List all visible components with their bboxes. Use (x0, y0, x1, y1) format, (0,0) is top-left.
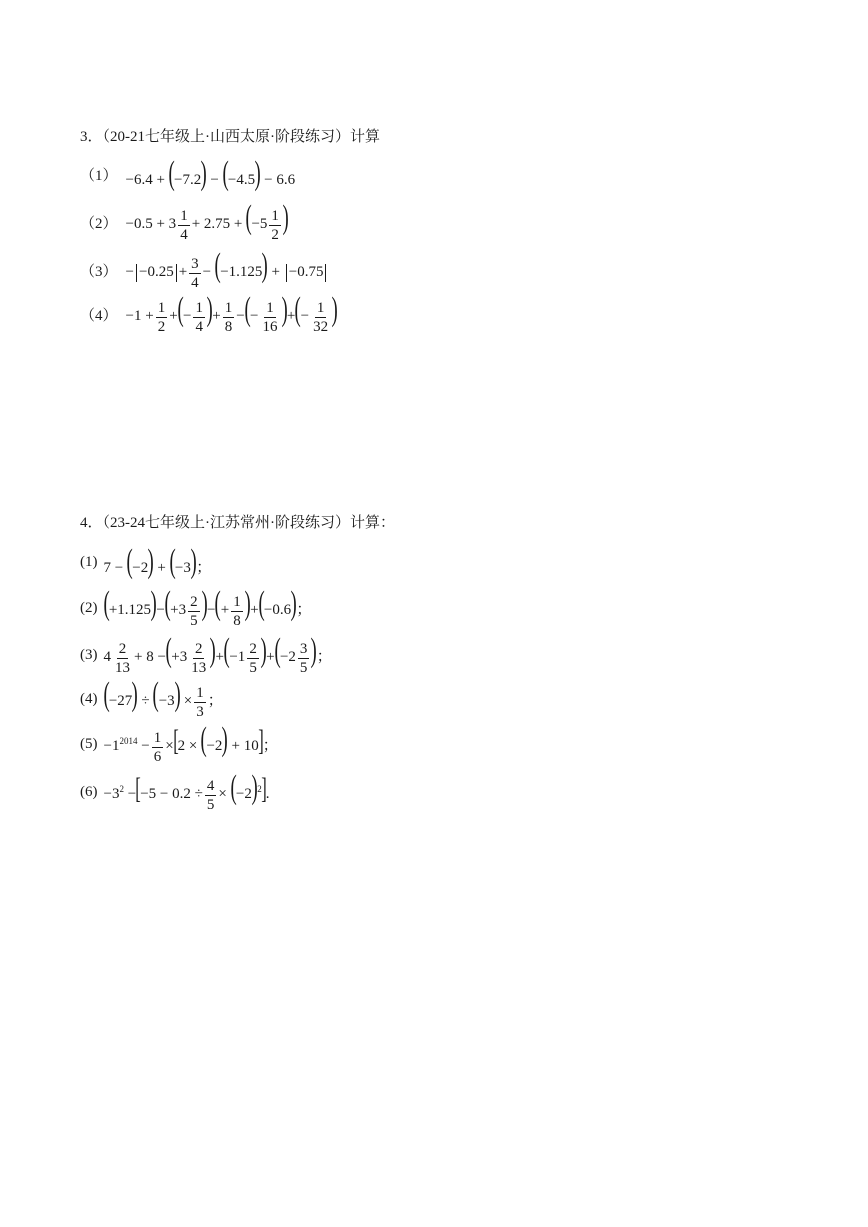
q4-item-1-expression: 7 − (−2) + (−3)； (103, 543, 212, 580)
q3-item-1-label: （1） (80, 167, 118, 184)
q4-item-3 (80, 631, 332, 679)
q4-item-4 (80, 675, 223, 723)
q4-item-5-label: (5) (80, 735, 98, 752)
q4-item-4-label: (4) (80, 690, 98, 707)
q3-item-4 (80, 290, 337, 338)
q4-item-6-label: (6) (80, 783, 98, 800)
q3-item-2-label: （2） (80, 215, 118, 232)
q4-item-4-expression: (−27) ÷ (−3) × $\frac{1}{3}$ ； (103, 676, 223, 720)
q3-item-1-expression: −6.4 + (−7.2) − (−4.5) − 6.6 (125, 155, 296, 192)
q4-item-5 (80, 720, 278, 768)
q4-item-5-expression: $-1^{2014}$ − $\frac{1}{6}$ ×[2 × (−2) + 10]； (103, 721, 278, 765)
q4-item-6 (80, 768, 269, 816)
q4-item-2 (80, 584, 311, 632)
q4-item-2-expression: (+1.125)−(+3 $\frac{2}{5}$ )−(+ $\frac{1}{8}$ )+(−0.6)； (103, 585, 312, 629)
question-3-title: 3．（20-21七年级上·山西太原·阶段练习）计算 (80, 129, 380, 145)
q3-item-4-expression: −1 + $\frac{1}{2}$ +(− $\frac{1}{4}$ )+ $\frac{1}{8}$ −(− $\frac{1}{16}$ )+(− $\frac{1}{32}$ ) (125, 291, 338, 335)
q3-item-3 (80, 246, 328, 294)
q4-item-1-label: (1) (80, 553, 98, 570)
q4-item-1 (80, 538, 211, 586)
q3-item-2 (80, 198, 288, 246)
q4-item-2-label: (2) (80, 599, 98, 616)
question-4-title: 4．（23-24七年级上·江苏常州·阶段练习）计算： (80, 515, 395, 531)
q3-item-2-expression: −0.5 + 3 $\frac{1}{4}$ + 2.75 + (−5 $\frac{1}{2}$ ) (125, 199, 289, 243)
q3-item-1 (80, 150, 295, 198)
q3-item-3-label: （3） (80, 263, 118, 280)
q4-item-3-expression: 4 $\frac{2}{13}$ + 8 −(+3 $\frac{2}{13}$ )+(−1 $\frac{2}{5}$ )+(−2 $\frac{3}{5}$ )； (103, 632, 332, 676)
q4-item-6-expression: $-3^2 -[-5 - 0.2$ ÷ $\frac{4}{5}$ × $(-2)^2$]. (103, 769, 270, 813)
q3-item-4-label: （4） (80, 307, 118, 324)
q3-item-3-expression: − −0.25 + $\frac{3}{4}$ − (−1.125) + −0.75 (126, 249, 329, 290)
q4-item-3-label: (3) (80, 646, 98, 663)
